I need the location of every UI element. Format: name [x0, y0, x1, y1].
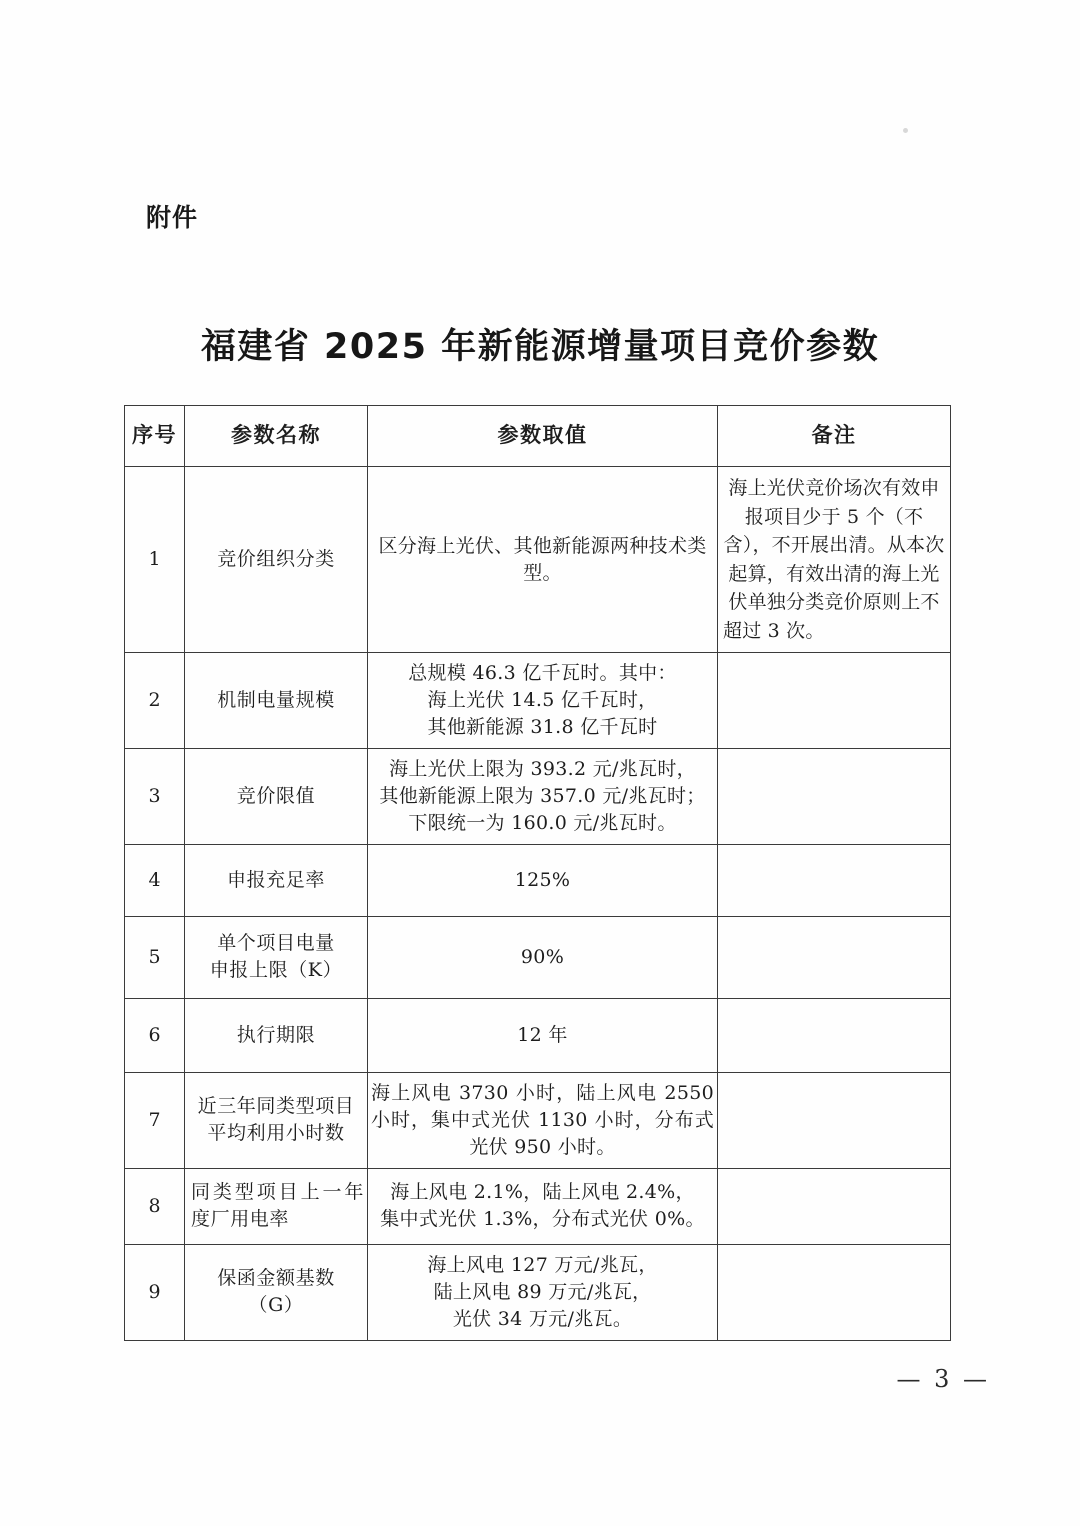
row-index: 1 [125, 467, 185, 653]
row-param-value: 海上风电 127 万元/兆瓦， 陆上风电 89 万元/兆瓦， 光伏 34 万元/兆瓦。 [368, 1244, 718, 1340]
table-row [125, 1072, 951, 1168]
parameter-table [124, 405, 951, 1341]
row-param-value: 区分海上光伏、其他新能源两种技术类型。 [368, 467, 718, 653]
row-index: 9 [125, 1244, 185, 1340]
row-param-name: 执行期限 [185, 998, 368, 1072]
row-index: 6 [125, 998, 185, 1072]
row-param-name: 单个项目电量 申报上限（K） [185, 916, 368, 998]
row-index: 7 [125, 1072, 185, 1168]
attachment-label: 附件 [146, 203, 199, 232]
row-param-value: 125% [368, 844, 718, 916]
table-row [125, 467, 951, 653]
parameter-table-container [124, 405, 950, 1341]
row-param-value: 90% [368, 916, 718, 998]
table-row [125, 916, 951, 998]
scan-artifact [903, 128, 908, 133]
column-header-name: 参数名称 [185, 406, 368, 467]
row-remark: 海上光伏竞价场次有效申报项目少于 5 个（不含），不开展出清。从本次起算，有效出清的海上光伏单独分类竞价原则上不超过 3 次。 [718, 467, 951, 653]
table-row [125, 998, 951, 1072]
row-param-name: 保函金额基数 （G） [185, 1244, 368, 1340]
row-param-name: 同类型项目上一年度厂用电率 [185, 1168, 368, 1244]
row-index: 3 [125, 748, 185, 844]
row-param-name: 竞价限值 [185, 748, 368, 844]
row-remark [718, 1244, 951, 1340]
row-index: 4 [125, 844, 185, 916]
row-remark [718, 748, 951, 844]
column-header-index: 序号 [125, 406, 185, 467]
table-header-row [125, 406, 951, 467]
row-remark [718, 844, 951, 916]
row-param-name: 竞价组织分类 [185, 467, 368, 653]
table-row [125, 844, 951, 916]
table-row [125, 1244, 951, 1340]
row-remark [718, 916, 951, 998]
page-title: 福建省 2025 年新能源增量项目竞价参数 [200, 327, 880, 368]
column-header-value: 参数取值 [368, 406, 718, 467]
row-remark [718, 1072, 951, 1168]
table-row [125, 1168, 951, 1244]
column-header-remark: 备注 [718, 406, 951, 467]
row-param-value: 12 年 [368, 998, 718, 1072]
row-remark [718, 653, 951, 749]
row-index: 5 [125, 916, 185, 998]
row-param-name: 机制电量规模 [185, 653, 368, 749]
row-param-name: 申报充足率 [185, 844, 368, 916]
row-index: 8 [125, 1168, 185, 1244]
row-remark [718, 1168, 951, 1244]
row-remark [718, 998, 951, 1072]
table-row [125, 748, 951, 844]
row-param-value: 海上光伏上限为 393.2 元/兆瓦时， 其他新能源上限为 357.0 元/兆瓦时； 下限统一为 160.0 元/兆瓦时。 [368, 748, 718, 844]
row-param-name: 近三年同类型项目 平均利用小时数 [185, 1072, 368, 1168]
page-number: — 3 — [896, 1365, 990, 1393]
row-param-value: 海上风电 2.1%，陆上风电 2.4%， 集中式光伏 1.3%，分布式光伏 0%。 [368, 1168, 718, 1244]
row-param-value: 海上风电 3730 小时，陆上风电 2550 小时，集中式光伏 1130 小时，分布式光伏 950 小时。 [368, 1072, 718, 1168]
table-row [125, 653, 951, 749]
row-index: 2 [125, 653, 185, 749]
row-param-value: 总规模 46.3 亿千瓦时。其中： 海上光伏 14.5 亿千瓦时， 其他新能源 31.8 亿千瓦时 [368, 653, 718, 749]
